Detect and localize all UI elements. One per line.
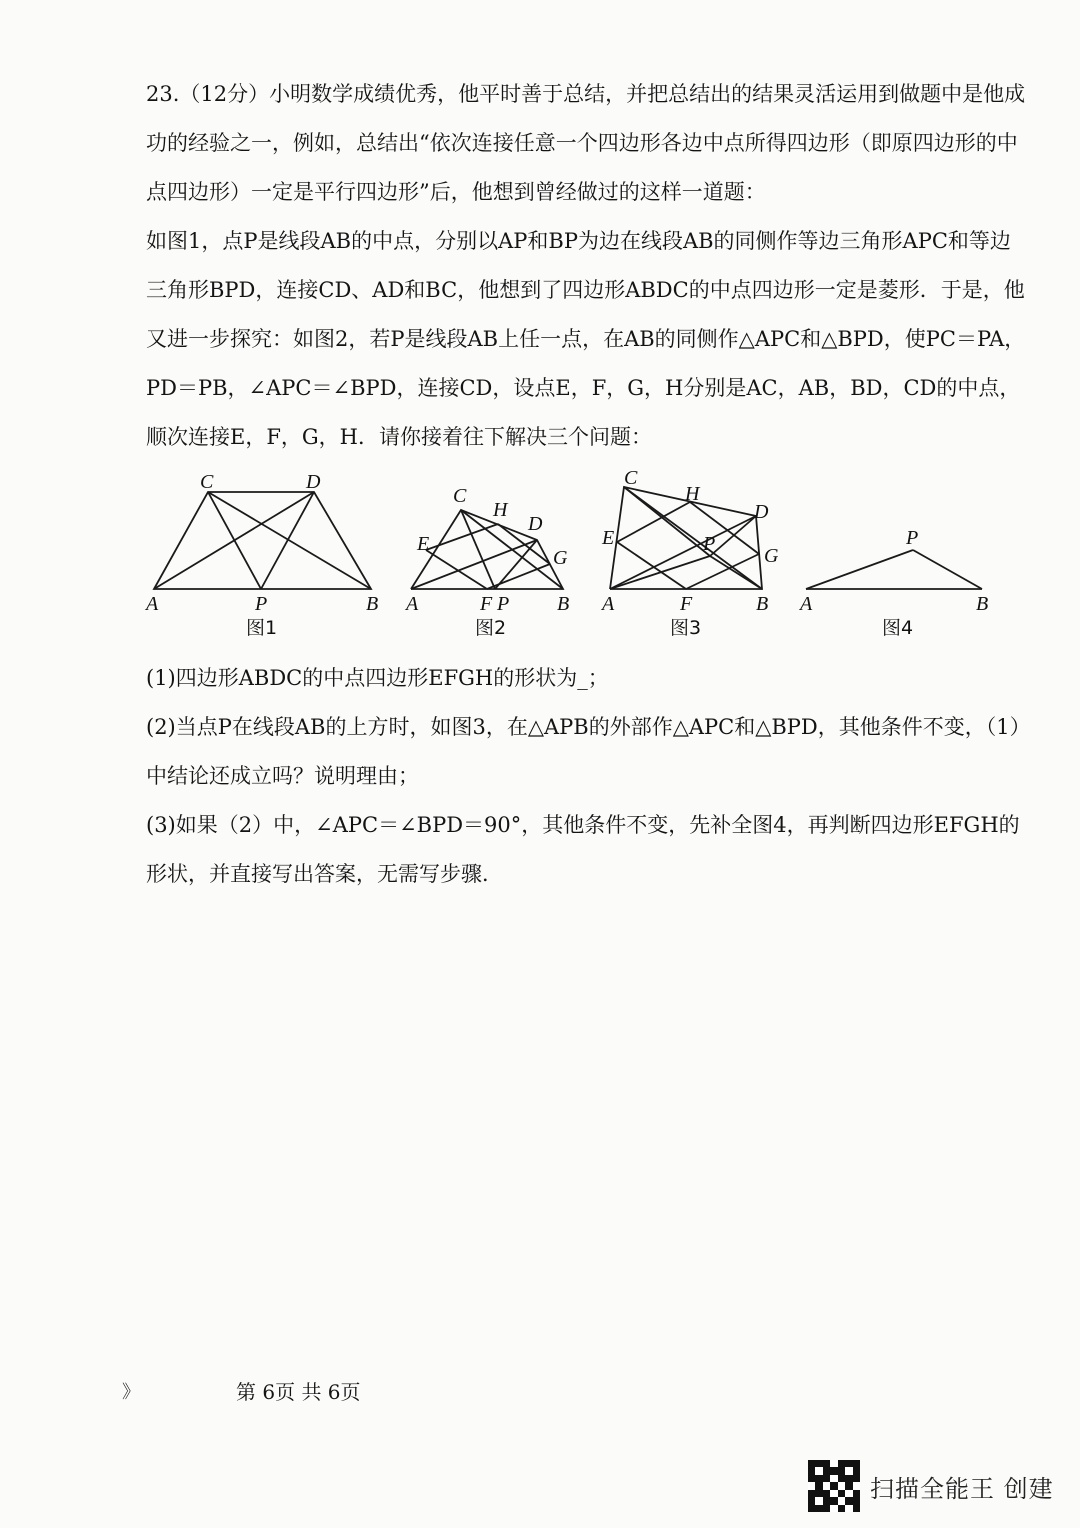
fig3-label-e: E <box>602 527 615 549</box>
fig3-line-fe <box>617 542 686 589</box>
fig3-label-f: F <box>680 593 693 615</box>
fig4-line-pb <box>913 550 982 589</box>
fig4-label-p: P <box>906 527 919 549</box>
fig3-caption: 图3 <box>670 617 702 639</box>
fig3-label-b: B <box>756 593 769 615</box>
fig1-label-a: A <box>146 593 159 615</box>
geometry-figures <box>140 462 1020 652</box>
fig1-quadrilateral <box>154 492 371 589</box>
fig4-line-ap <box>806 550 913 589</box>
watermark-text: 扫描全能王 创建 <box>870 1474 1054 1503</box>
fig2-label-f: F <box>480 593 493 615</box>
fig4-caption: 图4 <box>882 617 914 639</box>
fig4-label-a: A <box>800 593 813 615</box>
fig3-label-d: D <box>754 501 769 523</box>
fig1-line-pd <box>261 492 314 589</box>
footer-mark: 》 <box>122 1382 140 1403</box>
question-2: (2)当点P在线段AB的上方时，如图3，在△APB的外部作△APC和△BPD，其他条件不变，（1）中结论还成立吗？说明理由； <box>146 715 1021 788</box>
fig1-label-b: B <box>366 593 379 615</box>
fig4-label-b: B <box>976 593 989 615</box>
fig3-label-a: A <box>602 593 615 615</box>
fig2-label-h: H <box>493 499 508 521</box>
fig2-label-e: E <box>417 533 430 555</box>
figure-1 <box>144 471 378 639</box>
qr-code-icon <box>808 1460 860 1512</box>
fig2-line-eh <box>426 524 498 550</box>
page-number: 第 6页 共 6页 <box>236 1380 361 1404</box>
fig2-label-d: D <box>528 513 543 535</box>
problem-body: 如图1，点P是线段AB的中点，分别以AP和BP为边在线段AB的同侧作等边三角形APC和等边三角形BPD，连接CD、AD和BC，他想到了四边形ABDC的中点四边形一定是菱形．于是，他又进一步探究：如图2，若P是线段AB上任一点，在AB的同侧作△APC和△BPD，使PC＝PA，PD＝PB，∠APC＝∠BPD，连接CD，设点E，F，G，H分别是AC，AB，BD，CD的中点，顺次连接E，F，G，H．请你接着往下解决三个问题： <box>146 229 1026 449</box>
scanner-watermark <box>808 1458 1054 1514</box>
fig3-label-p: P <box>703 533 716 555</box>
fig1-label-p: P <box>255 593 268 615</box>
figure-2 <box>404 485 569 639</box>
fig2-line-fe <box>426 550 487 589</box>
fig2-line-gf <box>487 564 550 589</box>
problem-statement <box>146 70 1026 462</box>
fig2-label-b: B <box>557 593 570 615</box>
fig2-label-c: C <box>453 485 467 507</box>
fig2-caption: 图2 <box>475 617 507 639</box>
figures-row <box>140 462 1020 652</box>
problem-intro: 23.（12分）小明数学成绩优秀，他平时善于总结，并把总结出的结果灵活运用到做题中是他成功的经验之一，例如，总结出“依次连接任意一个四边形各边中点所得四边形（即原四边形的中点四边形）一定是平行四边形”后，他想到曾经做过的这样一道题： <box>146 82 1026 204</box>
fig2-label-g: G <box>553 547 568 569</box>
question-3: (3)如果（2）中，∠APC＝∠BPD＝90°，其他条件不变，先补全图4，再判断四边形EFGH的形状，并直接写出答案，无需写步骤． <box>146 813 1020 886</box>
fig2-label-a: A <box>406 593 419 615</box>
fig3-label-g: G <box>764 545 779 567</box>
fig1-caption: 图1 <box>246 617 278 639</box>
fig2-line-cb <box>461 510 563 589</box>
fig1-line-cp <box>208 492 261 589</box>
fig1-label-d: D <box>306 471 321 493</box>
fig1-label-c: C <box>200 471 214 493</box>
questions <box>146 654 1026 899</box>
fig3-label-h: H <box>685 483 700 505</box>
question-1: (1)四边形ABDC的中点四边形EFGH的形状为_； <box>146 666 609 690</box>
figure-3 <box>600 467 779 639</box>
figure-4 <box>798 527 988 639</box>
fig2-label-p: P <box>497 593 510 615</box>
fig3-label-c: C <box>624 467 638 489</box>
